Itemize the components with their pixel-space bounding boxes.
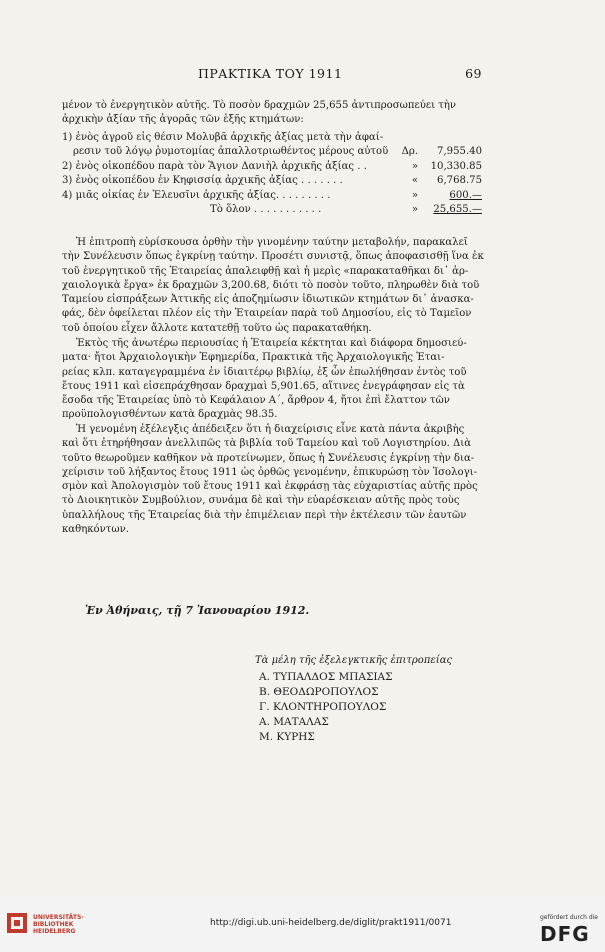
total-row bbox=[62, 203, 482, 217]
page-number: 69 bbox=[465, 66, 482, 81]
committee-member: Γ. ΚΛΟΝΤΗΡΟΠΟΥΛΟΣ bbox=[259, 701, 387, 713]
signature-block bbox=[255, 655, 452, 745]
university-line: HEIDELBERG bbox=[33, 928, 76, 935]
text-line: ἔσοδα τῆς Ἑταιρείας ὑπὸ τὸ Κεφάλαιον Α´, ἄρθρον 4, ἤτοι ἐπὶ ἔλαττον τῶν bbox=[62, 395, 450, 407]
list-item bbox=[62, 145, 482, 159]
committee-member: Α. ΜΑΤΑΛΑΣ bbox=[259, 716, 329, 728]
list-item bbox=[62, 131, 482, 145]
university-line: UNIVERSITÄTS- bbox=[33, 914, 84, 921]
item-label: 3) ἑνὸς οἰκοπέδου ἐν Κηφισσίᾳ ἀρχικῆς ἀξίας . . . . . . . bbox=[62, 175, 343, 187]
text-line: σμὸν καὶ Ἀπολογισμὸν τοῦ ἔτους 1911 καὶ ἐκφράσῃ τὰς εὐχαριστίας αὐτῆς πρὸς bbox=[62, 481, 478, 493]
paragraph-committee-approval bbox=[62, 236, 482, 336]
property-list bbox=[62, 131, 482, 217]
committee-member: Μ. ΚΥΡΗΣ bbox=[259, 731, 315, 743]
item-amount: 7,955.40 bbox=[437, 146, 482, 158]
item-mark: Δρ. bbox=[401, 146, 418, 158]
text-line: ἔτους 1911 καὶ εἰσεπράχθησαν δραχμαὶ 5,901.65, αἵτινες ἐνεγράφησαν εἰς τὰ bbox=[62, 380, 465, 392]
item-mark: « bbox=[411, 175, 418, 187]
text-line: τὸ Διοικητικὸν Συμβούλιον, συνάμα δὲ καὶ τὴν εὐαρέσκειαν αὐτῆς πρὸς τοὺς bbox=[62, 495, 460, 507]
text-line: τοῦ ἐνεργητικοῦ τῆς Ἑταιρείας ἀπαλειφθῇ καὶ ἡ μερὶς «παρακαταθῆκαι δι᾽ ἀρ- bbox=[62, 265, 469, 277]
total-label: Τὸ ὅλον . . . . . . . . . . . bbox=[210, 203, 322, 215]
text-line: προϋπολογισθέντων κατὰ δραχμὰς 98.35. bbox=[62, 409, 278, 421]
text-line: Ταμείου εἰσπράξεων Ἀττικῆς εἰς ἀποζημίωσιν ἰδιωτικῶν κτημάτων δι᾽ ἀνασκα- bbox=[62, 294, 474, 306]
item-amount: 6,768.75 bbox=[437, 175, 482, 187]
list-item bbox=[62, 189, 482, 203]
text-line: χείρισιν τοῦ λήξαντος ἔτους 1911 ὡς ὀρθῶς γενομένην, ἐπικυρώσῃ τὸν Ἰσολογι- bbox=[62, 466, 477, 478]
text-line: φάς, δὲν ὀφείλεται πλέον εἰς τὴν Ἑταιρείαν παρὰ τοῦ Δημοσίου, εἰς τὸ Ταμεῖον bbox=[62, 308, 472, 320]
text-line: Ἡ γενομένη ἐξέλεγξις ἀπέδειξεν ὅτι ἡ διαχείρισις εἶνε κατὰ πάντα ἀκριβὴς bbox=[76, 424, 465, 435]
list-item bbox=[62, 160, 482, 174]
text-line: μένον τὸ ἐνεργητικὸν αὐτῆς. Τὸ ποσὸν δραχμῶν 25,655 ἀντιπροσωπεύει τὴν bbox=[62, 100, 457, 111]
intro-paragraph bbox=[62, 99, 482, 128]
text-line: ὑπαλλήλους τῆς Ἑταιρείας διὰ τὴν ἐπιμέλειαν περὶ τὴν ἐκτέλεσιν τῶν ἑαυτῶν bbox=[62, 509, 467, 521]
university-logo-icon bbox=[6, 912, 28, 934]
source-url-link[interactable]: http://digi.ub.uni-heidelberg.de/diglit/prakt1911/0071 bbox=[210, 918, 452, 928]
university-line: BIBLIOTHEK bbox=[33, 921, 74, 928]
text-line: Ἡ ἐπιτροπὴ εὑρίσκουσα ὀρθὴν τὴν γινομένην ταύτην μεταβολήν, παρακαλεῖ bbox=[76, 237, 468, 248]
text-line: ἀρχικὴν ἀξίαν τῆς ἀγορᾶς τῶν ἑξῆς κτημάτων: bbox=[62, 114, 304, 126]
dfg-caption: gefördert durch die bbox=[540, 914, 598, 921]
text-line: Ἐκτὸς τῆς ἀνωτέρω περιουσίας ἡ Ἑταιρεία κέκτηται καὶ διάφορα δημοσιεύ- bbox=[76, 338, 467, 349]
text-line: τὴν Συνέλευσιν ὅπως ἐγκρίνῃ ταύτην. Προσέτι συνιστᾷ, ὅπως ἀποφασισθῇ ἵνα ἐκ bbox=[62, 251, 484, 263]
text-line: χαιολογικὰ ἔργα» ἐκ δραχμῶν 3,200.68, διότι τὸ ποσὸν τοῦτο, πληρωθὲν διὰ τοῦ bbox=[62, 279, 480, 291]
committee-member: Β. ΘΕΟΔΩΡΟΠΟΥΛΟΣ bbox=[259, 686, 379, 698]
dateline: Ἐν Ἀθήναις, τῇ 7 Ἰανουαρίου 1912. bbox=[85, 604, 310, 617]
text-line: ματα· ἤτοι Ἀρχαιολογικὴν Ἐφημερίδα, Πρακτικὰ τῆς Ἀρχαιολογικῆς Ἑται- bbox=[62, 352, 445, 364]
text-line: καὶ ὅτι ἐτηρήθησαν ἀνελλιπῶς τὰ βιβλία τοῦ Ταμείου καὶ τοῦ Λογιστηρίου. Διὰ bbox=[62, 438, 472, 450]
item-amount: 600.— bbox=[449, 189, 482, 201]
item-label: 4) μιᾶς οἰκίας ἐν Ἐλευσῖνι ἀρχικῆς ἀξίας. . . . . . . . . bbox=[62, 189, 331, 201]
text-line: καθηκόντων. bbox=[62, 524, 129, 536]
total-mark: » bbox=[411, 203, 418, 215]
item-amount: 10,330.85 bbox=[430, 160, 482, 172]
item-mark: » bbox=[411, 160, 418, 172]
text-line: τοῦτο θεωροῦμεν καθῆκον νὰ προτείνωμεν, ὅπως ἡ Συνέλευσις ἐγκρίνῃ τὴν δια- bbox=[62, 452, 475, 464]
text-line: τοῦ ὁποίου εἶχεν ἄλλοτε κατατεθῇ τοῦτο ὡς παρακαταθήκη. bbox=[62, 322, 372, 334]
committee-caption: Τὰ μέλη τῆς ἐξελεγκτικῆς ἐπιτροπείας bbox=[255, 655, 453, 666]
paragraph-publications bbox=[62, 337, 482, 423]
university-library-label bbox=[33, 914, 84, 935]
committee-member: Α. ΤΥΠΑΛΔΟΣ ΜΠΑΣΙΑΣ bbox=[259, 671, 393, 683]
header-title: ΠΡΑΚΤΙΚΑ ΤΟΥ 1911 bbox=[198, 66, 343, 81]
text-line: ρείας κλπ. καταγεγραμμένα ἐν ἰδιαιτέρῳ βιβλίῳ, ἐξ ὧν ἐπωλήθησαν ἐντὸς τοῦ bbox=[62, 366, 467, 378]
item-label: 2) ἑνὸς οἰκοπέδου παρὰ τὸν Ἅγιον Δανιὴλ ἀρχικῆς ἀξίας . . bbox=[62, 160, 367, 172]
item-label: 1) ἑνὸς ἀγροῦ εἰς θέσιν Μολυβᾶ ἀρχικῆς ἀξίας μετὰ τὴν ἀφαί- bbox=[62, 132, 384, 143]
total-amount: 25,655.— bbox=[433, 203, 482, 215]
list-item bbox=[62, 174, 482, 188]
item-label: ρεσιν τοῦ λόγῳ ῥυμοτομίας ἀπαλλοτριωθέντος μέρους αὐτοῦ bbox=[73, 146, 389, 158]
item-mark: » bbox=[411, 189, 418, 201]
dfg-logo: DFG bbox=[540, 922, 590, 946]
paragraph-audit bbox=[62, 423, 482, 537]
